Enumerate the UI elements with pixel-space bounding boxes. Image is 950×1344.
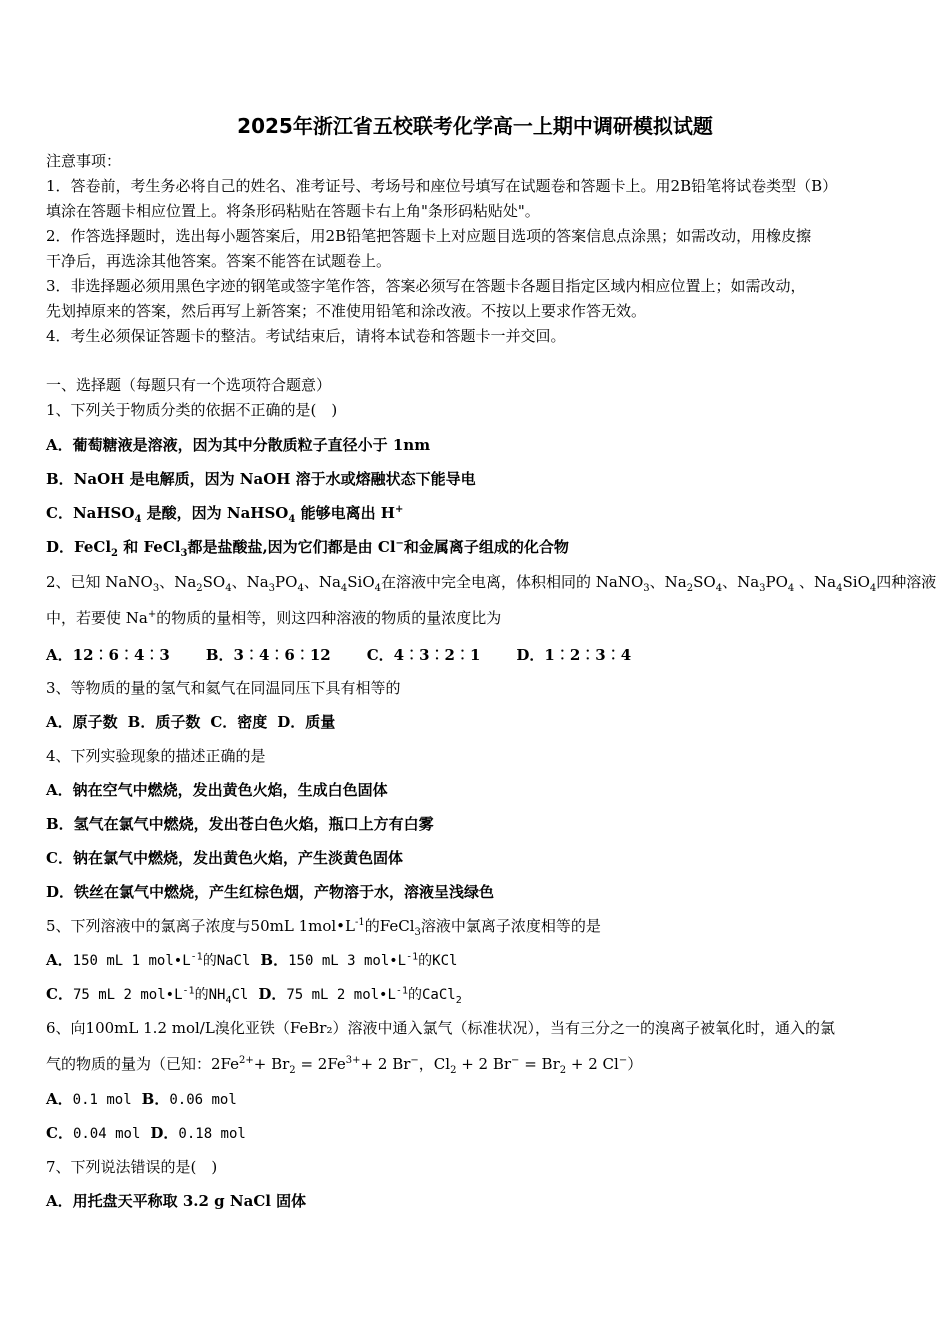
question-7-stem: 7、下列说法错误的是( ) <box>46 1158 218 1176</box>
notice-line: 1．答卷前，考生务必将自己的姓名、准考证号、考场号和座位号填写在试题卷和答题卡上。用2B铅笔将试卷类型（B） <box>46 177 838 195</box>
question-5-stem: 5、下列溶液中的氯离子浓度与50mL $1mol•L^{-1}$的FeCl$_3$溶液中氯离子浓度相等的是 <box>46 917 601 938</box>
q1-option-b: B．NaOH 是电解质，因为 NaOH 溶于水或熔融状态下能导电 <box>46 470 476 488</box>
question-3-stem: 3、等物质的量的氢气和氦气在同温同压下具有相等的 <box>46 679 401 697</box>
q2-option-c: C．4︰3︰2︰1 <box>366 646 481 664</box>
notice-line: 干净后，再选涂其他答案。答案不能答在试题卷上。 <box>46 252 392 270</box>
q3-option-d: D．质量 <box>277 713 336 731</box>
q7-option-a: A．用托盘天平称取 3.2 g NaCl 固体 <box>46 1192 307 1210</box>
q3-option-a: A．原子数 <box>46 713 118 731</box>
q2-options <box>46 644 916 666</box>
q4-option-d: D．铁丝在氯气中燃烧，产生红棕色烟，产物溶于水，溶液呈浅绿色 <box>46 883 495 901</box>
q5-options-ab: A．150 mL 1 $mol•L^{-1}$的NaCl B．150 mL 3 $mol•L^{-1}$的KCl <box>46 951 458 969</box>
q6-option-d: 0.18 mol <box>178 1126 246 1142</box>
question-6-stem-line1: 6、向100mL 1.2 mol/L溴化亚铁（FeBr₂）溶液中通入氯气（标准状况），当有三分之一的溴离子被氧化时，通入的氯 <box>46 1019 835 1037</box>
q5-options-cd: C．75 mL 2 $mol•L^{-1}$的$NH_4Cl$ D．75 mL 2 $mol•L^{-1}$的CaCl$_2$ <box>46 985 462 1006</box>
notice-line: 4．考生必须保证答题卡的整洁。考试结束后，请将本试卷和答题卡一并交回。 <box>46 327 566 345</box>
q3-option-c: C．密度 <box>210 713 268 731</box>
q6-option-b: 0.06 mol <box>169 1092 237 1108</box>
q6-options-cd: C．0.04 mol D．0.18 mol <box>46 1124 246 1142</box>
section-heading: 一、选择题（每题只有一个选项符合题意） <box>46 376 332 394</box>
question-6-stem-line2: 气的物质的量为（已知：$2Fe^{2+}+ Br_2 = 2Fe^{3+}+ 2$ Br−，$Cl_2 + 2$ $Br^- = Br_2 + 2$ Cl−） <box>46 1055 643 1076</box>
question-2-stem-line2: 中，若要使 Na+的物质的量相等，则这四种溶液的物质的量浓度比为 <box>46 609 502 627</box>
q2-option-b: B．3︰4︰6︰12 <box>205 646 331 664</box>
q3-options <box>46 711 916 733</box>
notice-line: 填涂在答题卡相应位置上。将条形码粘贴在答题卡右上角"条形码粘贴处"。 <box>46 202 540 220</box>
notice-heading: 注意事项： <box>46 152 122 170</box>
q1-option-c: C．NaHSO$_4$ 是酸，因为 NaHSO$_4$ 能够电离出 H+ <box>46 504 404 525</box>
q6-option-c: 0.04 mol <box>72 1126 141 1142</box>
notice-line: 2．作答选择题时，选出每小题答案后，用2B铅笔把答题卡上对应题目选项的答案信息点涂黑；如需改动，用橡皮擦 <box>46 227 812 245</box>
q4-option-b: B．氢气在氯气中燃烧，发出苍白色火焰，瓶口上方有白雾 <box>46 815 434 833</box>
q5-option-c: 75 mL 2 $mol•L^{-1}$的$NH_4Cl$ <box>72 985 249 1006</box>
q5-option-a: 150 mL 1 $mol•L^{-1}$的NaCl <box>72 951 251 969</box>
q2-option-a: A．12︰6︰4︰3 <box>46 646 170 664</box>
q3-option-b: B．质子数 <box>127 713 201 731</box>
q5-option-b: 150 mL 3 $mol•L^{-1}$的KCl <box>288 951 458 969</box>
q4-option-c: C．钠在氯气中燃烧，发出黄色火焰，产生淡黄色固体 <box>46 849 403 867</box>
q1-option-d: D．FeCl$_2$ 和 FeCl$_3$都是盐酸盐,因为它们都是由 Cl−和金属离子组成的化合物 <box>46 538 569 559</box>
q5-option-d: 75 mL 2 $mol•L^{-1}$的CaCl$_2$ <box>286 985 462 1006</box>
question-1-stem: 1、下列关于物质分类的依据不正确的是( ) <box>46 401 338 419</box>
notice-line: 3．非选择题必须用黑色字迹的钢笔或签字笔作答，答案必须写在答题卡各题目指定区域内相应位置上；如需改动， <box>46 277 806 295</box>
page-title: 2025年浙江省五校联考化学高一上期中调研模拟试题 <box>237 114 713 138</box>
question-4-stem: 4、下列实验现象的描述正确的是 <box>46 747 266 765</box>
q4-option-a: A．钠在空气中燃烧，发出黄色火焰，生成白色固体 <box>46 781 388 799</box>
q6-options-ab: A．0.1 mol B．0.06 mol <box>46 1090 237 1108</box>
q2-option-d: D．1︰2︰3︰4 <box>516 646 632 664</box>
question-2-stem-line1: 2、已知 NaNO$_3$、$Na_2SO_4$、$Na_3PO_4$、$Na_4SiO_4$在溶液中完全电离，体积相同的 NaNO$_3$、$Na_2SO_4$、$Na_3PO_4$ 、$Na_4SiO_4$四种溶液 <box>46 573 937 594</box>
q6-option-a: 0.1 mol <box>72 1092 132 1108</box>
notice-line: 先划掉原来的答案，然后再写上新答案；不准使用铅笔和涂改液。不按以上要求作答无效。 <box>46 302 647 320</box>
q1-option-a: A．葡萄糖液是溶液，因为其中分散质粒子直径小于 1nm <box>46 436 431 454</box>
